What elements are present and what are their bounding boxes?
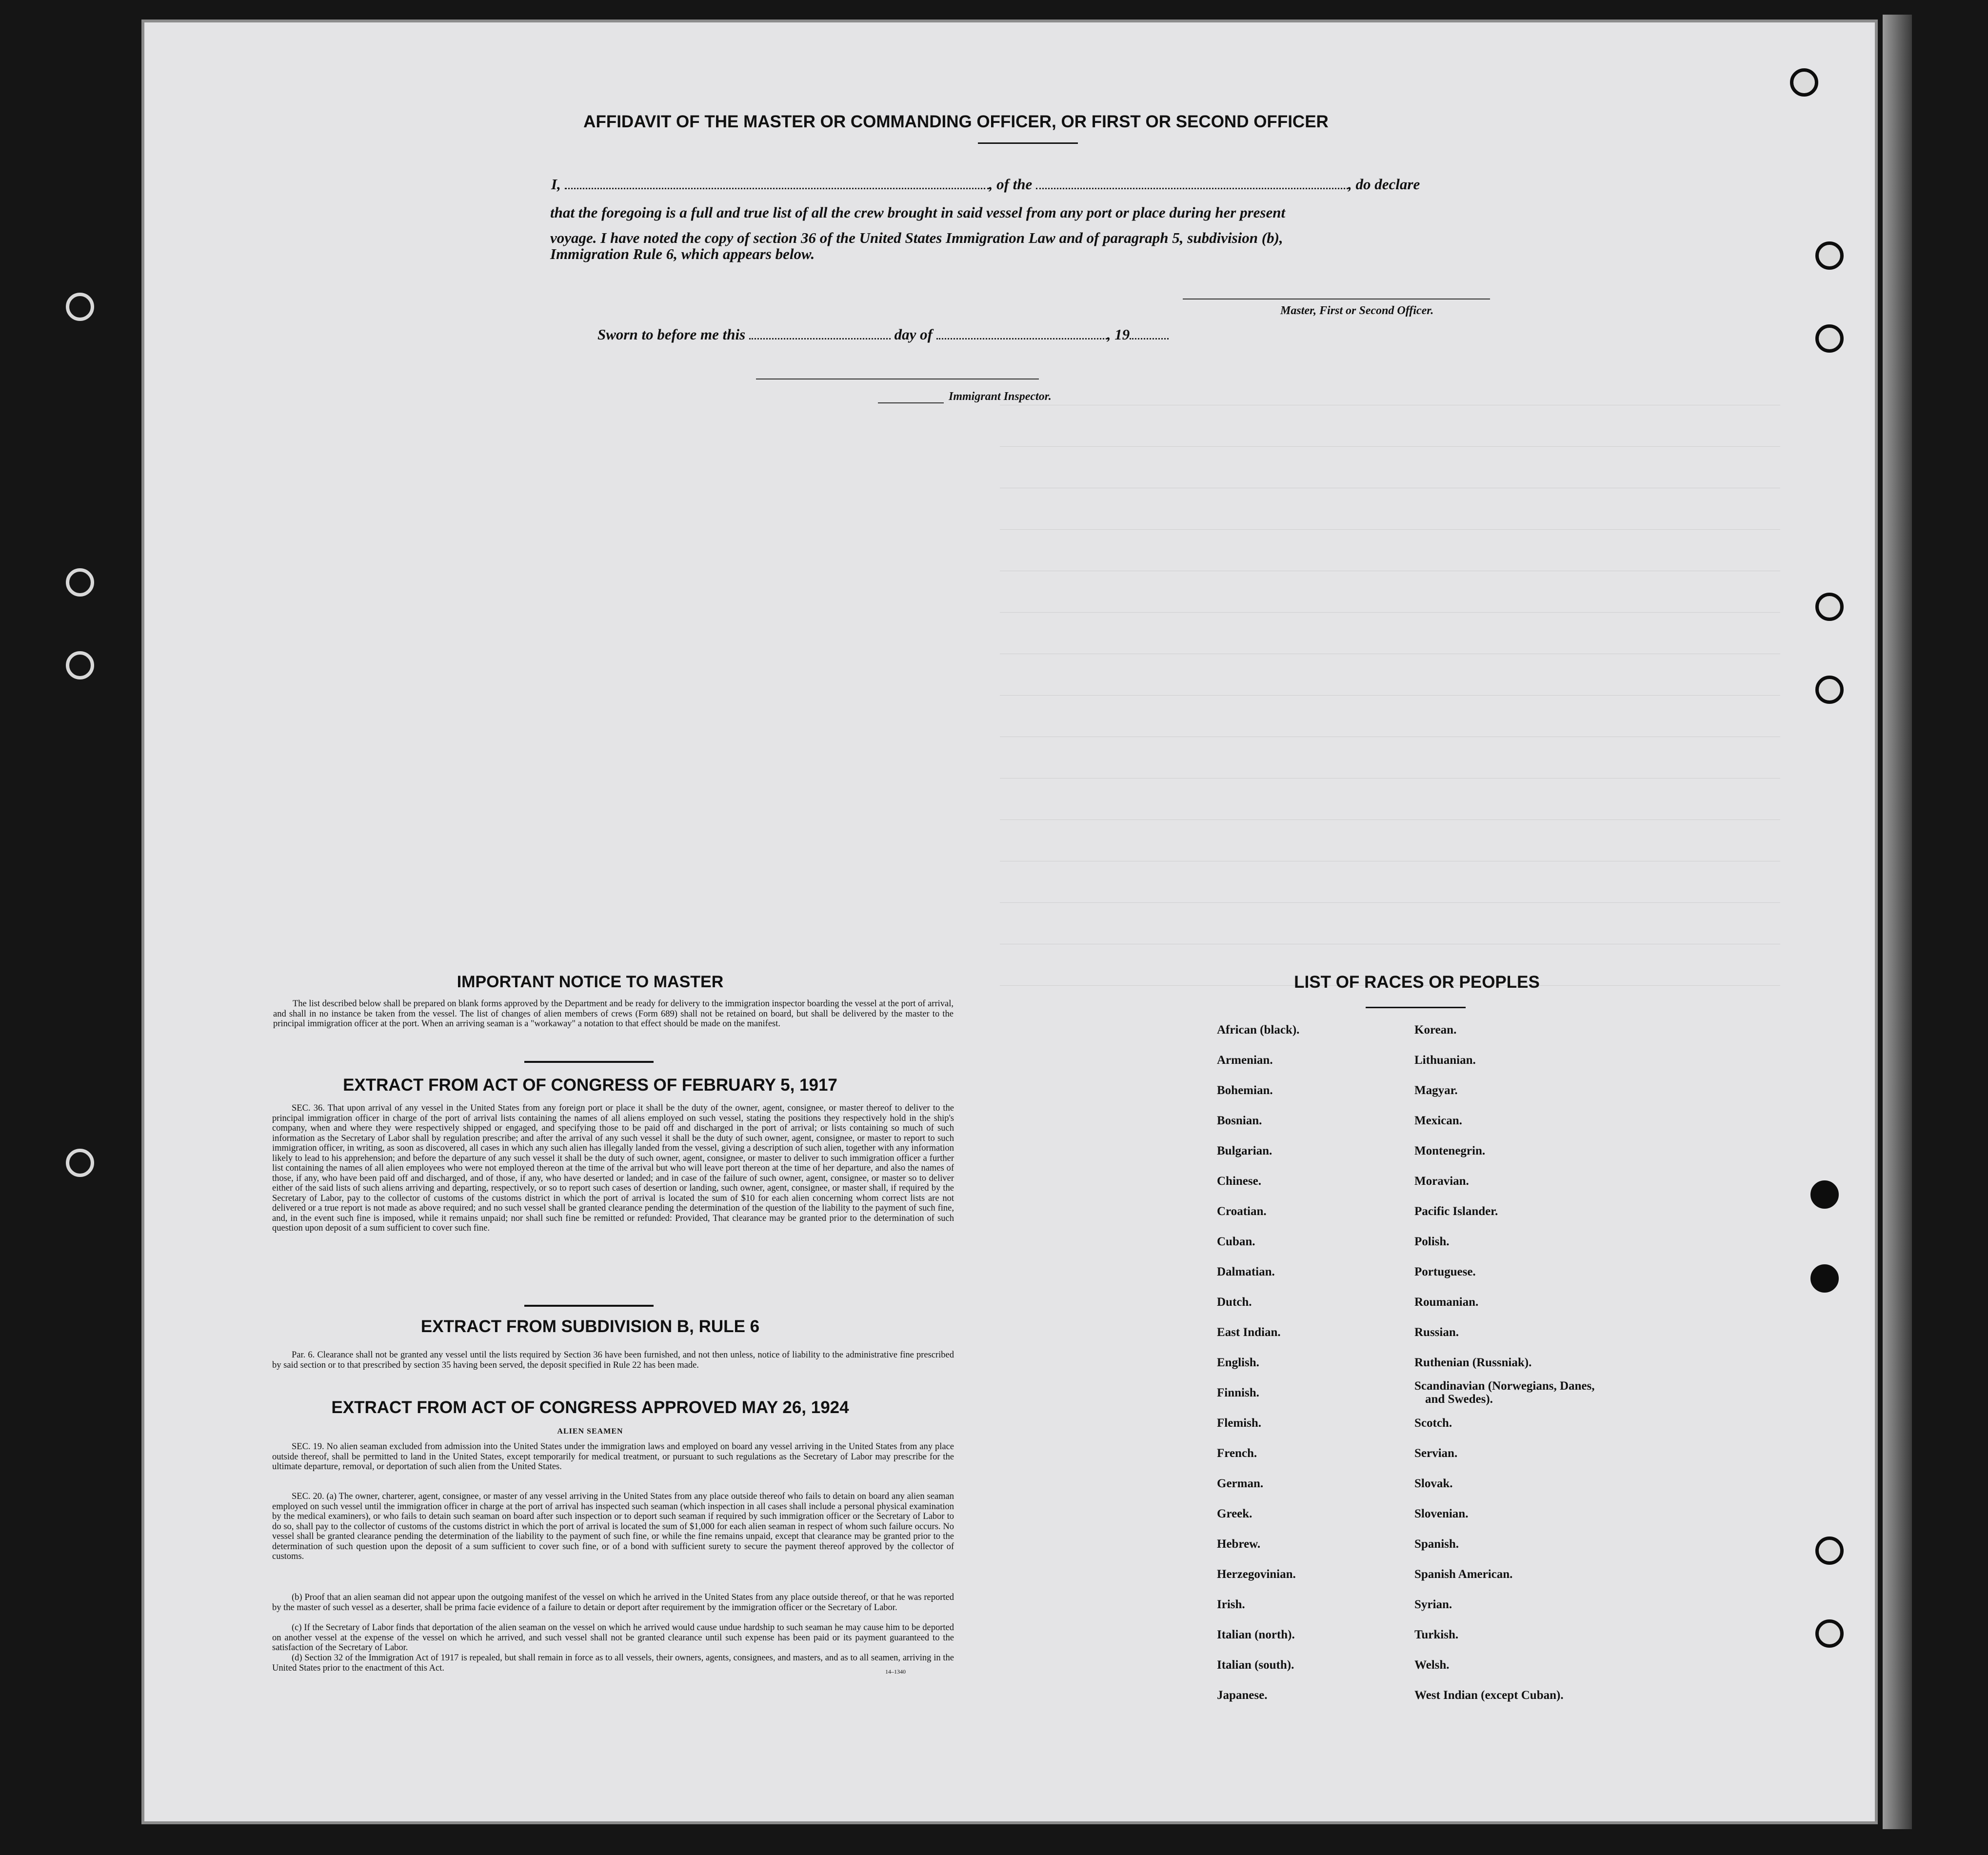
race-item: Moravian. <box>1414 1175 1469 1188</box>
race-item: Flemish. <box>1217 1416 1261 1430</box>
race-item: Montenegrin. <box>1414 1144 1486 1157</box>
sworn-day-of: day of <box>894 326 933 343</box>
sworn-year-field[interactable] <box>1130 333 1169 339</box>
sworn-prefix: Sworn to before me this <box>597 326 746 343</box>
race-item: Finnish. <box>1217 1386 1259 1399</box>
race-item: French. <box>1217 1447 1257 1460</box>
race-item: West Indian (except Cuban). <box>1414 1689 1564 1702</box>
race-item: Servian. <box>1414 1447 1458 1460</box>
inspector-label: Immigrant Inspector. <box>949 390 1052 403</box>
binder-hole-icon <box>1815 1536 1844 1565</box>
race-item: Scotch. <box>1414 1416 1452 1430</box>
master-name-field[interactable] <box>565 183 989 189</box>
affidavit-declare: , do declare <box>1348 176 1420 193</box>
form-code: 14–1340 <box>885 1668 906 1675</box>
race-item: Greek. <box>1217 1507 1252 1520</box>
race-item: Ruthenian (Russniak). <box>1414 1356 1532 1369</box>
page-stack-edge <box>1883 15 1912 1829</box>
binder-hole-icon <box>66 1149 94 1177</box>
race-item: East Indian. <box>1217 1326 1281 1339</box>
race-item: Irish. <box>1217 1598 1245 1611</box>
race-item: Mexican. <box>1414 1114 1462 1127</box>
extract-1917-text: SEC. 36. That upon arrival of any vessel in the United States from any foreign port or place it shall be the duty of the owner, agent, consignee, or master thereof to deliver to the principal immigration officer in charge of the port of arrival lists containing the names of all aliens employed on such vessel, stating the positions they respectively hold in the ship's company, when and where they were respectively shipped or engaged, and specifying those to be paid off and discharged in the port of arrival; or lists containing so much of such information as the Secretary of Labor shall by regulation prescribe; and after the arrival of any such vessel it shall be the duty of such owner, agent, consignee, or master to report to such immigration officer, in writing, as soon as discovered, all cases in which any such alien has illegally landed from the vessel, giving a description of such alien, together with any information likely to lead to his apprehension; and before the departure of any such vessel it shall be the duty of such owner, agent, consignee, or master to deliver to such immigration officer a further list containing the names of all alien employees who were not employed thereon at the time of the arrival but who will leave port thereon at the time of her departure, and also the names of those, if any, who have been paid off and discharged, and of those, if any, who have deserted or landed; and in case of the failure of such owner, agent, consignee, or master so to deliver either of the said lists of such aliens arriving and departing, respectively, or so to report such cases of desertion or landing, such owner, agent, consignee, or master shall, if required by the Secretary of Labor, pay to the collector of customs of the customs district in which the port of arrival is located the sum of $10 for each alien concerning whom correct lists are not delivered or a true report is not made as above required; and no such vessel shall be granted clearance pending the determination of the question of the liability to the payment of such fine, and, in the event such fine is imposed, while it remains unpaid; nor shall such fine be remitted or refunded: Provided, That clearance may be granted prior to the determination of such question upon deposit of a sum sufficient to cover such fine. <box>272 1103 954 1233</box>
race-item: Italian (north). <box>1217 1628 1295 1641</box>
subdivision-text: Par. 6. Clearance shall not be granted any vessel until the lists required by Section 36 have been furnished, and not then unless, notice of liability to the administrative fine prescribed by said section or to that prescribed by section 35 having been served, the deposit specified in Rule 22 has been made. <box>272 1350 954 1370</box>
race-item: Dutch. <box>1217 1296 1252 1309</box>
sworn-month-field[interactable] <box>936 333 1107 339</box>
race-item: Bosnian. <box>1217 1114 1262 1127</box>
binder-hole-icon <box>1790 68 1818 97</box>
race-item: Armenian. <box>1217 1054 1273 1067</box>
binder-hole-icon <box>1815 241 1844 270</box>
race-item: Portuguese. <box>1414 1265 1476 1278</box>
sworn-line <box>597 326 1169 343</box>
race-item: Lithuanian. <box>1414 1054 1476 1067</box>
binder-hole-icon <box>1815 1619 1844 1648</box>
race-item: English. <box>1217 1356 1259 1369</box>
race-item: Welsh. <box>1414 1658 1450 1672</box>
binder-hole-icon <box>66 651 94 679</box>
master-signature-label: Master, First or Second Officer. <box>1280 304 1434 317</box>
affidavit-line-2: that the foregoing is a full and true list of all the crew brought in said vessel from any port or place during her present <box>550 204 1286 221</box>
binder-hole-icon <box>1815 676 1844 704</box>
race-item: Pacific Islander. <box>1414 1205 1498 1218</box>
binder-hole-icon <box>66 568 94 597</box>
race-item: Hebrew. <box>1217 1537 1261 1551</box>
extract-1924-sec20d: (d) Section 32 of the Immigration Act of 1917 is repealed, but shall remain in force as to all vessels, their owners, agents, consignees, and masters, and as to all seamen, arriving in the United States prior to the enactment of this Act. <box>272 1653 954 1673</box>
race-item: Japanese. <box>1217 1689 1268 1702</box>
extract-1924-sec19: SEC. 19. No alien seaman excluded from admission into the United States under the immigration laws and employed on board any vessel arriving in the United States from any place outside thereof, shall be permitted to land in the United States, except temporarily for medical treatment, or pursuant to such regulations as the Secretary of Labor may prescribe for the ultimate departure, removal, or deportation of such alien from the United States. <box>272 1442 954 1472</box>
race-item: Syrian. <box>1414 1598 1452 1611</box>
race-item: Polish. <box>1414 1235 1450 1248</box>
race-item: Russian. <box>1414 1326 1459 1339</box>
notice-text: The list described below shall be prepared on blank forms approved by the Department and be ready for delivery to the immigration inspector boarding the vessel at the port of arrival, and shall in no instance be taken from the vessel. The list of changes of alien members of crews (Form 689) shall not be retained on board, but shall be delivered by the master to the principal immigration officer at the port. When an arriving seaman is a "workaway" a notation to that effect should be made on the manifest. <box>273 999 954 1029</box>
race-item: Spanish. <box>1414 1537 1459 1551</box>
race-item: Bulgarian. <box>1217 1144 1272 1157</box>
race-item: Herzegovinian. <box>1217 1568 1296 1581</box>
races-title-rule <box>1366 1007 1466 1008</box>
race-item: Italian (south). <box>1217 1658 1294 1672</box>
race-item: Turkish. <box>1414 1628 1459 1641</box>
affidavit-line-4: Immigration Rule 6, which appears below. <box>550 245 815 262</box>
sworn-year: , 19 <box>1107 326 1130 343</box>
extract-1924-sec20a: SEC. 20. (a) The owner, charterer, agent, consignee, or master of any vessel arriving in the United States from any place outside thereof who fails to detain on board any alien seaman employed on such vessel until the immigration officer in charge at the port of arrival has inspected such seaman (which inspection in all cases shall include a personal physical examination by the medical examiners), or who fails to detain such seaman on board after such inspection or to deport such seaman if required by such immigration officer or the Secretary of Labor to do so, shall pay to the collector of customs of the customs district in which the port of arrival is located the sum of $1,000 for each alien seaman in respect of whom such failure occurs. No vessel shall be granted clearance pending the determination of the liability to the payment of such fine, or while the fine remains unpaid, except that clearance may be granted prior to the determination of such question upon the deposit of a sum sufficient to cover such fine, or of a bond with sufficient surety to secure the payment thereof approved by the collector of customs. <box>272 1492 954 1561</box>
binder-hole-icon <box>1810 1180 1839 1209</box>
affidavit-title: AFFIDAVIT OF THE MASTER OR COMMANDING OFFICER, OR FIRST OR SECOND OFFICER <box>583 112 1329 131</box>
race-item: Roumanian. <box>1414 1296 1479 1309</box>
race-item: Cuban. <box>1217 1235 1255 1248</box>
race-item: Scandinavian (Norwegians, Danes, and Swedes). <box>1414 1379 1595 1406</box>
extract-1924-sec20b: (b) Proof that an alien seaman did not appear upon the outgoing manifest of the vessel on which he arrived in the United States from any place outside thereof, or that he was reported by the master of such vessel as a deserter, shall be prima facie evidence of a failure to detain or deport after requirement by the immigration officer or the Secretary of Labor. <box>272 1593 954 1613</box>
affidavit-i: I, <box>551 176 561 193</box>
race-item: Korean. <box>1414 1023 1457 1037</box>
extract-1924-title: EXTRACT FROM ACT OF CONGRESS APPROVED MAY 26, 1924 <box>331 1398 849 1417</box>
sworn-day-field[interactable] <box>749 333 891 339</box>
races-title: LIST OF RACES OR PEOPLES <box>1294 973 1540 992</box>
race-item: Magyar. <box>1414 1084 1458 1097</box>
notice-title: IMPORTANT NOTICE TO MASTER <box>457 973 724 991</box>
binder-hole-icon <box>1810 1264 1839 1293</box>
race-item: Dalmatian. <box>1217 1265 1275 1278</box>
race-item: African (black). <box>1217 1023 1300 1037</box>
race-item: Chinese. <box>1217 1175 1261 1188</box>
binder-hole-icon <box>66 293 94 321</box>
binder-hole-icon <box>1815 593 1844 621</box>
extract-1917-title: EXTRACT FROM ACT OF CONGRESS OF FEBRUARY 5, 1917 <box>343 1076 837 1095</box>
extract-1917-rule <box>524 1305 654 1307</box>
notice-rule <box>524 1061 654 1063</box>
race-item: Croatian. <box>1217 1205 1267 1218</box>
race-item: Slovak. <box>1414 1477 1453 1490</box>
race-item: Spanish American. <box>1414 1568 1513 1581</box>
extract-1924-sec20c: (c) If the Secretary of Labor finds that deportation of the alien seaman on the vessel on which he arrived would cause undue hardship to such seaman he may cause him to be deported on another vessel at the expense of the vessel on which he arrived, and such vessel shall not be granted clearance until such expense has been paid or its payment guaranteed to the satisfaction of the Secretary of Labor. <box>272 1623 954 1653</box>
affidavit-line-3: voyage. I have noted the copy of section 36 of the United States Immigration Law and of paragraph 5, subdivision (b), <box>550 229 1283 246</box>
affidavit-line-1 <box>551 176 1420 193</box>
affidavit-of-the: , of the <box>989 176 1033 193</box>
extract-1924-subtitle: ALIEN SEAMEN <box>557 1427 623 1436</box>
affidavit-title-rule <box>978 142 1078 144</box>
binder-hole-icon <box>1815 324 1844 353</box>
vessel-name-field[interactable] <box>1036 183 1348 189</box>
race-item: Slovenian. <box>1414 1507 1469 1520</box>
race-item: Bohemian. <box>1217 1084 1273 1097</box>
race-item: German. <box>1217 1477 1264 1490</box>
inspector-short-line <box>878 402 944 403</box>
subdivision-title: EXTRACT FROM SUBDIVISION B, RULE 6 <box>420 1317 760 1336</box>
